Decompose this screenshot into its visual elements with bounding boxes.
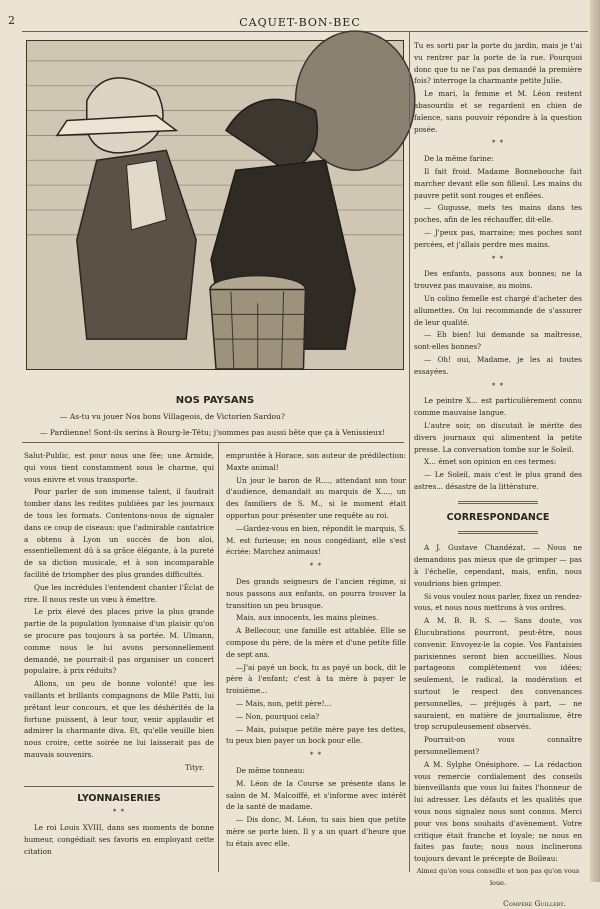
paragraph: Le prix élevé des places prive la plus grande partie de la population lyonnaise d'un plaisir qu'on se procure pas toujours à sa portée. M. Ulmann, comme nous le lui avons personnellement demandé, ne pourrait-il pas organiser un concert populaire, à prix réduits? (24, 607, 214, 676)
illustration-caption-title: NOS PAYSANS (175, 395, 255, 406)
masthead-title: CAQUET-BON-BEC (239, 16, 361, 29)
paragraph: — Le Soleil, mais c'est le plus grand des astres... désastre de la littérature. (414, 470, 582, 491)
paragraph: Le roi Louis XVIII, dans ses moments de bonne humeur, congédiait ses favoris en employant cette citation (24, 823, 214, 856)
paragraph: — Dis donc, M. Léon, tu sais bien que petite mère se porte bien. Il y a un quart d'heure que tu étais avec elle. (226, 815, 406, 848)
section-rule (458, 531, 538, 534)
paragraph: A J. Gustave Chandézat. — Nous ne demandons pas mieux que de grimper — pas à l'échelle, cependant, mais, enfin, nous voudrions bien grimper. (414, 543, 582, 588)
paragraph: Il fait froid. Madame Bonnebouche fait marcher devant elle son filleul. Les mains du pauvre petit sont rouges et enflées. (414, 166, 582, 200)
paragraph: Un colino femelle est chargé d'acheter des allumettes. On lui recommande de s'assurer de leur qualité. (414, 293, 582, 327)
column-left (24, 450, 214, 859)
paragraph: Le mari, la femme et M. Léon restent abasourdis et se regardent en chien de faïence, sans pouvoir répondre à la question posée. (414, 89, 582, 134)
paragraph: M. Léon de la Course se présente dans le salon de M. Malcoiffé, et s'informe avec intérêt de la santé de madame. (226, 778, 406, 812)
column-right (414, 40, 582, 909)
illustration-caption-line-1: — As-tu vu jouer Nos bons Villageois, de Victorien Sardou? (60, 412, 285, 421)
paragraph: Pourrait-on vous connaître personnellement? (414, 735, 582, 757)
paragraph: Tu es sorti par la porte du jardin, mais je t'ai vu rentrer par la porte de la rue. Pourquoi donc que tu ne l'as pas demandé la première fois? interroge la charmante petite Julie. (414, 41, 582, 86)
paragraph: — Mais, puisque petite mère paye tes dettes, tu peux bien payer un bock pour elle. (226, 724, 406, 746)
paragraph: A M. B. R. S. — Sans doute, vos Élucubrations pourront, peut-être, nous convenir. Envoyez-le la copie. Vos Fantaisies parisiennes seront bien accueillies. Nous partageons complètement vos idées; seulement, le radical, la modération et surtout le respect des convenances personnelles, — préjugés à part, — ne sauraient, en matière de journalisme, être trop scrupuleusement observés. (414, 616, 582, 732)
paragraph: De la même farine: (424, 154, 494, 164)
author-signature: Tityr. (185, 762, 204, 772)
paragraph: Des enfants, passons aux bonnes; ne la trouvez pas mauvaise, au moins. (414, 269, 582, 291)
paragraph: — Non, pourquoi cela? (236, 711, 320, 721)
asterism: * * (309, 751, 323, 760)
column-divider-middle (218, 443, 219, 872)
column-middle (226, 450, 406, 851)
paragraph: Mais, aux innocents, les mains pleines. (236, 613, 379, 623)
page-number: 2 (8, 14, 15, 27)
asterism: * * (112, 808, 126, 817)
quotation: Aimez qu'on vous conseille et non pas qu'on vous loue. (416, 867, 580, 887)
peasants-drawing (27, 41, 403, 369)
paragraph: Le peintre X... est particulièrement connu comme mauvaise langue. (414, 396, 582, 418)
header-rule (22, 31, 588, 32)
paragraph: Que les incrédules l'entendent chanter l'Éclat de rire. Il nous reste un vœu à émettre. (24, 582, 214, 604)
paragraph: Des grands seigneurs de l'ancien régime, si nous passons aux enfants, on pourra trouver la transition un peu brusque. (226, 576, 406, 610)
caption-rule (22, 442, 404, 443)
paragraph: L'autre soir, on discutait le mérite des divers journaux qui alimentent la petite presse. La conversation tombe sur le Soleil. (414, 420, 582, 454)
paragraph: —Gardez-vous en bien, répondit le marquis, S. M. est furieuse; en nous congédiant, elle s'est écriée: Marchez animaux! (226, 523, 406, 557)
section-title-lyonnaiseries: LYONNAISERIES (77, 792, 161, 804)
paragraph: De même tonneau: (236, 765, 305, 775)
asterism: * * (309, 562, 323, 571)
paragraph: — Oh! oui, Madame, je les ai toutes essayées. (414, 354, 582, 376)
paragraph: — Mais, non, petit père!... (236, 698, 332, 708)
paragraph: — Eh bien! lui demande sa maîtresse, sont-elles bonnes? (414, 330, 582, 352)
paragraph: — J'peux pas, marraine; mes poches sont percées, et j'allais perdre mes mains. (414, 227, 582, 249)
paragraph: empruntée à Horace, son auteur de prédilection: Maxte animal! (226, 451, 406, 472)
section-rule (24, 786, 214, 787)
engraving-illustration (26, 40, 404, 370)
asterism: * * (491, 254, 505, 263)
paragraph: A Bellecour, une famille est attablée. Elle se compose du père, de la mère et d'une petite fille de sept ans. (226, 626, 406, 659)
paragraph: Pour parler de son immense talent, il faudrait tomber dans les redites publiées par les journaux de tous les formats. Contentons-nous de signaler dans ce coup de ciseaux: que l'admirable cantatrice a obtenu à Lyon un succès de bon aloi, essentiellement dû à sa grâce élégante, à la pureté de sa diction musicale, et à son incomparable facilité de triompher des plus grandes difficultés. (24, 487, 214, 579)
paragraph: —J'ai payé un bock, tu as payé un bock, dit le père à l'enfant; c'est à ta mère à payer le troisième... (226, 662, 406, 696)
paragraph: A M. Sylphe Onésiphore. — La rédaction vous remercie cordialement des conseils bienveillants que vous lui faites l'honneur de lui adresser. Les défauts et les qualités que vous nous signalez nous sont connus. Merci pour vos bons souhaits d'avènement. Votre critique était franche et loyale; ne nous en faites pas faute; nous nous inclinerons toujours devant le précepte de Boileau: (414, 759, 582, 864)
illustration-caption-line-2: — Pardienne! Sont-ils serins à Bourg-le-Têtu; j'sommes pas aussi bête que ça à Venissieux! (40, 428, 386, 437)
asterism: * * (491, 381, 505, 390)
page-edge (590, 0, 600, 882)
asterism: * * (491, 139, 505, 148)
section-rule (458, 501, 538, 504)
author-signature: Compère Guillery. (503, 898, 566, 908)
paragraph: Si vous voulez nous parler, fixez un rendez-vous, et nous nous mettrons à vos ordres. (414, 591, 582, 613)
paragraph: Allons, un peu de bonne volonté! que les vaillants et brillants compagnons de Mlle Patti, lui prêtant leur concours, et que les déshérités de la fortune puissent, à leur tour, venir applaudir et admirer la charmante diva. Et, qu'elle veuille bien nous croire, cette soirée ne lui laisserait pas de mauvais souvenirs. (24, 679, 214, 759)
paragraph: Un jour le baron de R...., attendant son tour d'audience, demandait au marquis de X...., un des familiers de S. M., si le moment était opportun pour présenter une requête au roi. (226, 475, 406, 520)
section-title-correspondance: CORRESPONDANCE (446, 511, 550, 523)
paragraph: X... émet son opinion en ces termes: (424, 457, 557, 467)
paragraph: Salut-Public, est pour nous une fée; une Armide, qui vous tient constamment sous le charme, qui vous enivre et vous transporte. (24, 451, 214, 484)
paragraph: — Gugusse, mets tes mains dans tes poches, afin de les réchauffer, dit-elle. (414, 203, 582, 225)
column-divider-right (409, 32, 410, 872)
